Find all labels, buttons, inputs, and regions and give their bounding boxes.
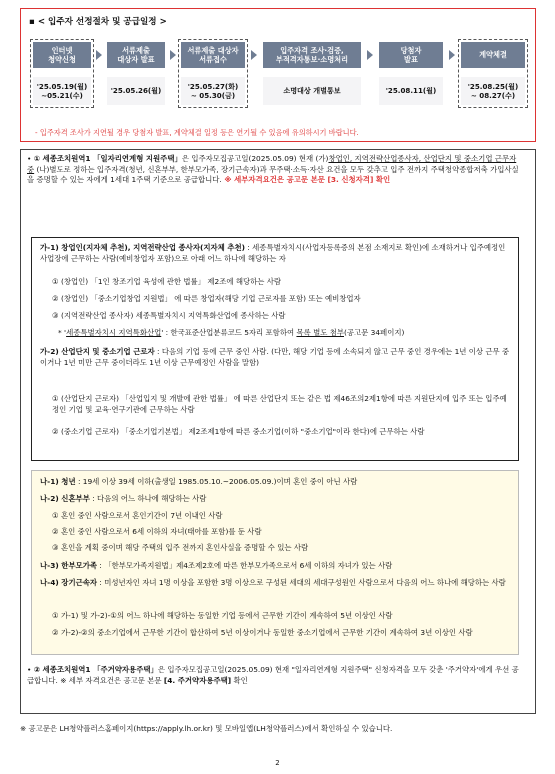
list-item: ② (창업인) 「중소기업창업 지원법」 에 따른 창업자(해당 기업 근로자를 포함) 또는 예비창업자 <box>52 294 361 303</box>
ga1-note-c: (공고문 34페이지) <box>344 328 405 337</box>
applicant-type-box <box>31 470 519 655</box>
list-item: ③ (지역전략산업 종사자) 세종특별자치시 지역특화산업에 종사하는 사람 <box>52 311 286 320</box>
schedule-flow <box>33 42 527 122</box>
na3-text: : 「한부모가족지원법」제4조제2호에 따른 한부모가족으로서 6세 이하의 자녀가 있는 사람 <box>97 561 393 570</box>
ga1-text: : 세종특별자치시(사업자등록증의 본점 소재지로 확인)에 소재하거나 입주예정인 사업장에 근무하는 사람(예비창업자 포함)으로 아래 어느 하나에 해당하는 자 <box>40 243 506 263</box>
ga1-note-link: 세종특별자치시 지역특화산업 <box>66 328 162 337</box>
na2-head: 나-2) 신혼부부 <box>40 494 90 503</box>
footnote: ※ 공고문은 LH청약플러스홈페이지(https://apply.lh.or.kr) 및 모바일앱(LH청약플러스)에서 확인하실 수 있습니다. <box>20 724 393 733</box>
ga1-head: 가-1) 창업인(지자체 추천), 지역전략산업 종사자(지자체 추천) <box>40 243 245 252</box>
na1-head: 나-1) 청년 <box>40 477 76 486</box>
ga1-note-attachment: 목록 별도 첨부 <box>296 328 344 337</box>
na3-paragraph <box>40 561 510 572</box>
employment-criteria-box <box>31 237 519 461</box>
step-eligibility-check <box>263 42 361 105</box>
step-date: '25.05.27(화) ~ 05.30(금) <box>181 77 245 105</box>
ga2-text: : 다음의 기업 등에 근무 중인 사람. (다만, 해당 기업 등에 소속되지 않고 근무 중인 경우에는 1년 이상 근무 중이거나 1년 미만 근무 중이더라도 1년 이상 근무예정인 사람을 말함) <box>40 347 510 367</box>
arrow-icon <box>449 50 455 60</box>
section1-text-a: 은 입주자모집공고일(2025.05.09) 현재 (가) <box>181 154 329 163</box>
step-contract <box>461 42 525 105</box>
list-item: ① 혼인 중인 사람으로서 혼인기간이 7년 이내인 사람 <box>52 511 223 520</box>
ga2-paragraph <box>40 347 510 368</box>
schedule-note: - 입주자격 조사가 지연될 경우 당첨자 발표, 계약체결 일정 등은 연기될 수 있음에 유의하시기 바랍니다. <box>35 128 359 137</box>
step-document-submission <box>181 42 245 105</box>
step-date: 소명대상 개별통보 <box>263 77 361 105</box>
arrow-icon <box>367 50 373 60</box>
ga1-paragraph <box>40 243 510 264</box>
arrow-icon <box>96 50 102 60</box>
na2-text: : 다음의 어느 하나에 해당하는 사람 <box>89 494 207 503</box>
step-label: 입주자격 조사·검증, 부적격자통보·소명처리 <box>263 42 361 68</box>
step-date: '25.05.19(월) ~05.21(수) <box>33 77 91 105</box>
section2-paragraph <box>27 665 525 686</box>
list-item: ① 가-1) 및 가-2)-①의 어느 하나에 해당하는 동일한 기업 등에서 근무한 기간이 계속하여 5년 이상인 사람 <box>52 611 393 620</box>
ga1-footnote <box>58 328 510 339</box>
bullet: • <box>27 154 32 163</box>
na1-text: : 19세 이상 39세 이하(출생일 1985.05.10.~2006.05.09.)이며 혼인 중이 아닌 사람 <box>75 477 358 486</box>
list-item: ② (중소기업 근로자) 「중소기업기본법」 제2조제1항에 따른 중소기업(이하 "중소기업"이라 한다)에 근무하는 사람 <box>52 427 425 436</box>
section1-note: ※ 세부자격요건은 공고문 본문 [3. 신청자격] 확인 <box>221 175 391 185</box>
section2-title: ② 세종조치원역1 「주거약자용주택」 <box>33 665 158 674</box>
arrow-icon <box>170 50 176 60</box>
page-number: 2 <box>275 759 280 767</box>
na4-text: : 미성년자인 자녀 1명 이상을 포함한 3명 이상으로 구성된 세대의 세대구성원인 사람으로서 다음의 어느 하나에 해당하는 사람 <box>97 578 506 587</box>
na4-head: 나-4) 장기근속자 <box>40 578 97 587</box>
section2-text-c: 확인 <box>231 675 248 685</box>
step-date: '25.08.25(월) ~ 08.27(수) <box>461 77 525 105</box>
step-document-target-announce <box>107 42 165 105</box>
step-label: 서류제출 대상자 서류접수 <box>181 42 245 68</box>
na1-paragraph <box>40 477 510 488</box>
section1-text-b: (나)별도로 정하는 입주자격(청년, 신혼부부, 한부모가족, 장기근속자)과 무주택·소득·자산 요건을 모두 갖추고 입주 전까지 주택청약종합저축 가입사실을 증명할 수 있는 자에게 1세대 1주택 기준으로 공급합니다. <box>27 164 519 185</box>
na4-paragraph <box>40 578 510 589</box>
step-label: 계약체결 <box>461 42 525 68</box>
arrow-icon <box>251 50 257 60</box>
list-item: ② 가-2)-②의 중소기업에서 근무한 기간이 합산하여 5년 이상이거나 동일한 중소기업에서 근무한 기간이 계속하여 3년 이상인 사람 <box>52 628 473 637</box>
step-winner-announce <box>379 42 443 105</box>
step-label: 당첨자 발표 <box>379 42 443 68</box>
bullet: • <box>27 665 32 674</box>
section2-text: 은 입주자모집공고일(2025.05.09) 현재 "일자리연계형 지원주택" 신청자격을 모두 갖춘 '주거약자'에게 우선 공급합니다. ※ 세부 자격요건은 공고문 본문 <box>27 665 519 685</box>
step-online-application <box>33 42 91 105</box>
step-label: 인터넷 청약신청 <box>33 42 91 68</box>
schedule-box <box>20 8 536 142</box>
list-item: ② 혼인 중인 사람으로서 6세 이하의 자녀(태아를 포함)를 둔 사람 <box>52 527 262 536</box>
section1-text-underline: 창업인, 지역전략산업종사자, 산업단지 및 중소기업 근무자 중 <box>27 154 517 174</box>
step-label: 서류제출 대상자 발표 <box>107 42 165 68</box>
list-item: ③ 혼인을 계획 중이며 해당 주택의 입주 전까지 혼인사실을 증명할 수 있는 사람 <box>52 543 309 552</box>
list-item: ① (산업단지 근로자) 「산업입지 및 개발에 관한 법률」 에 따른 산업단지 또는 같은 법 제46조의2제1항에 따른 지원단지에 입주 또는 입주예정인 기업 및 교육·연구기관에 근무하는 사람 <box>52 394 507 414</box>
na2-paragraph <box>40 494 510 505</box>
ga1-note-b: ' : 한국표준산업분류코드 5자리 포함하여 <box>161 328 297 337</box>
section1-paragraph <box>27 154 525 186</box>
schedule-title: ▪ < 입주자 선정절차 및 공급일정 > <box>29 17 167 27</box>
list-item: ① (창업인) 「1인 창조기업 육성에 관한 법률」 제2조에 해당하는 사람 <box>52 277 282 286</box>
ga1-note-a: * ' <box>58 328 67 337</box>
step-date: '25.08.11(월) <box>379 77 443 105</box>
section1-title: ① 세종조치원역1 「일자리연계형 지원주택」 <box>33 154 182 163</box>
section2-ref: [4. 주거약자용주택] <box>163 675 232 685</box>
step-date: '25.05.26(월) <box>107 77 165 105</box>
eligibility-box <box>20 149 536 714</box>
na3-head: 나-3) 한부모가족 <box>40 561 97 570</box>
ga2-head: 가-2) 산업단지 및 중소기업 근로자 <box>40 347 155 356</box>
